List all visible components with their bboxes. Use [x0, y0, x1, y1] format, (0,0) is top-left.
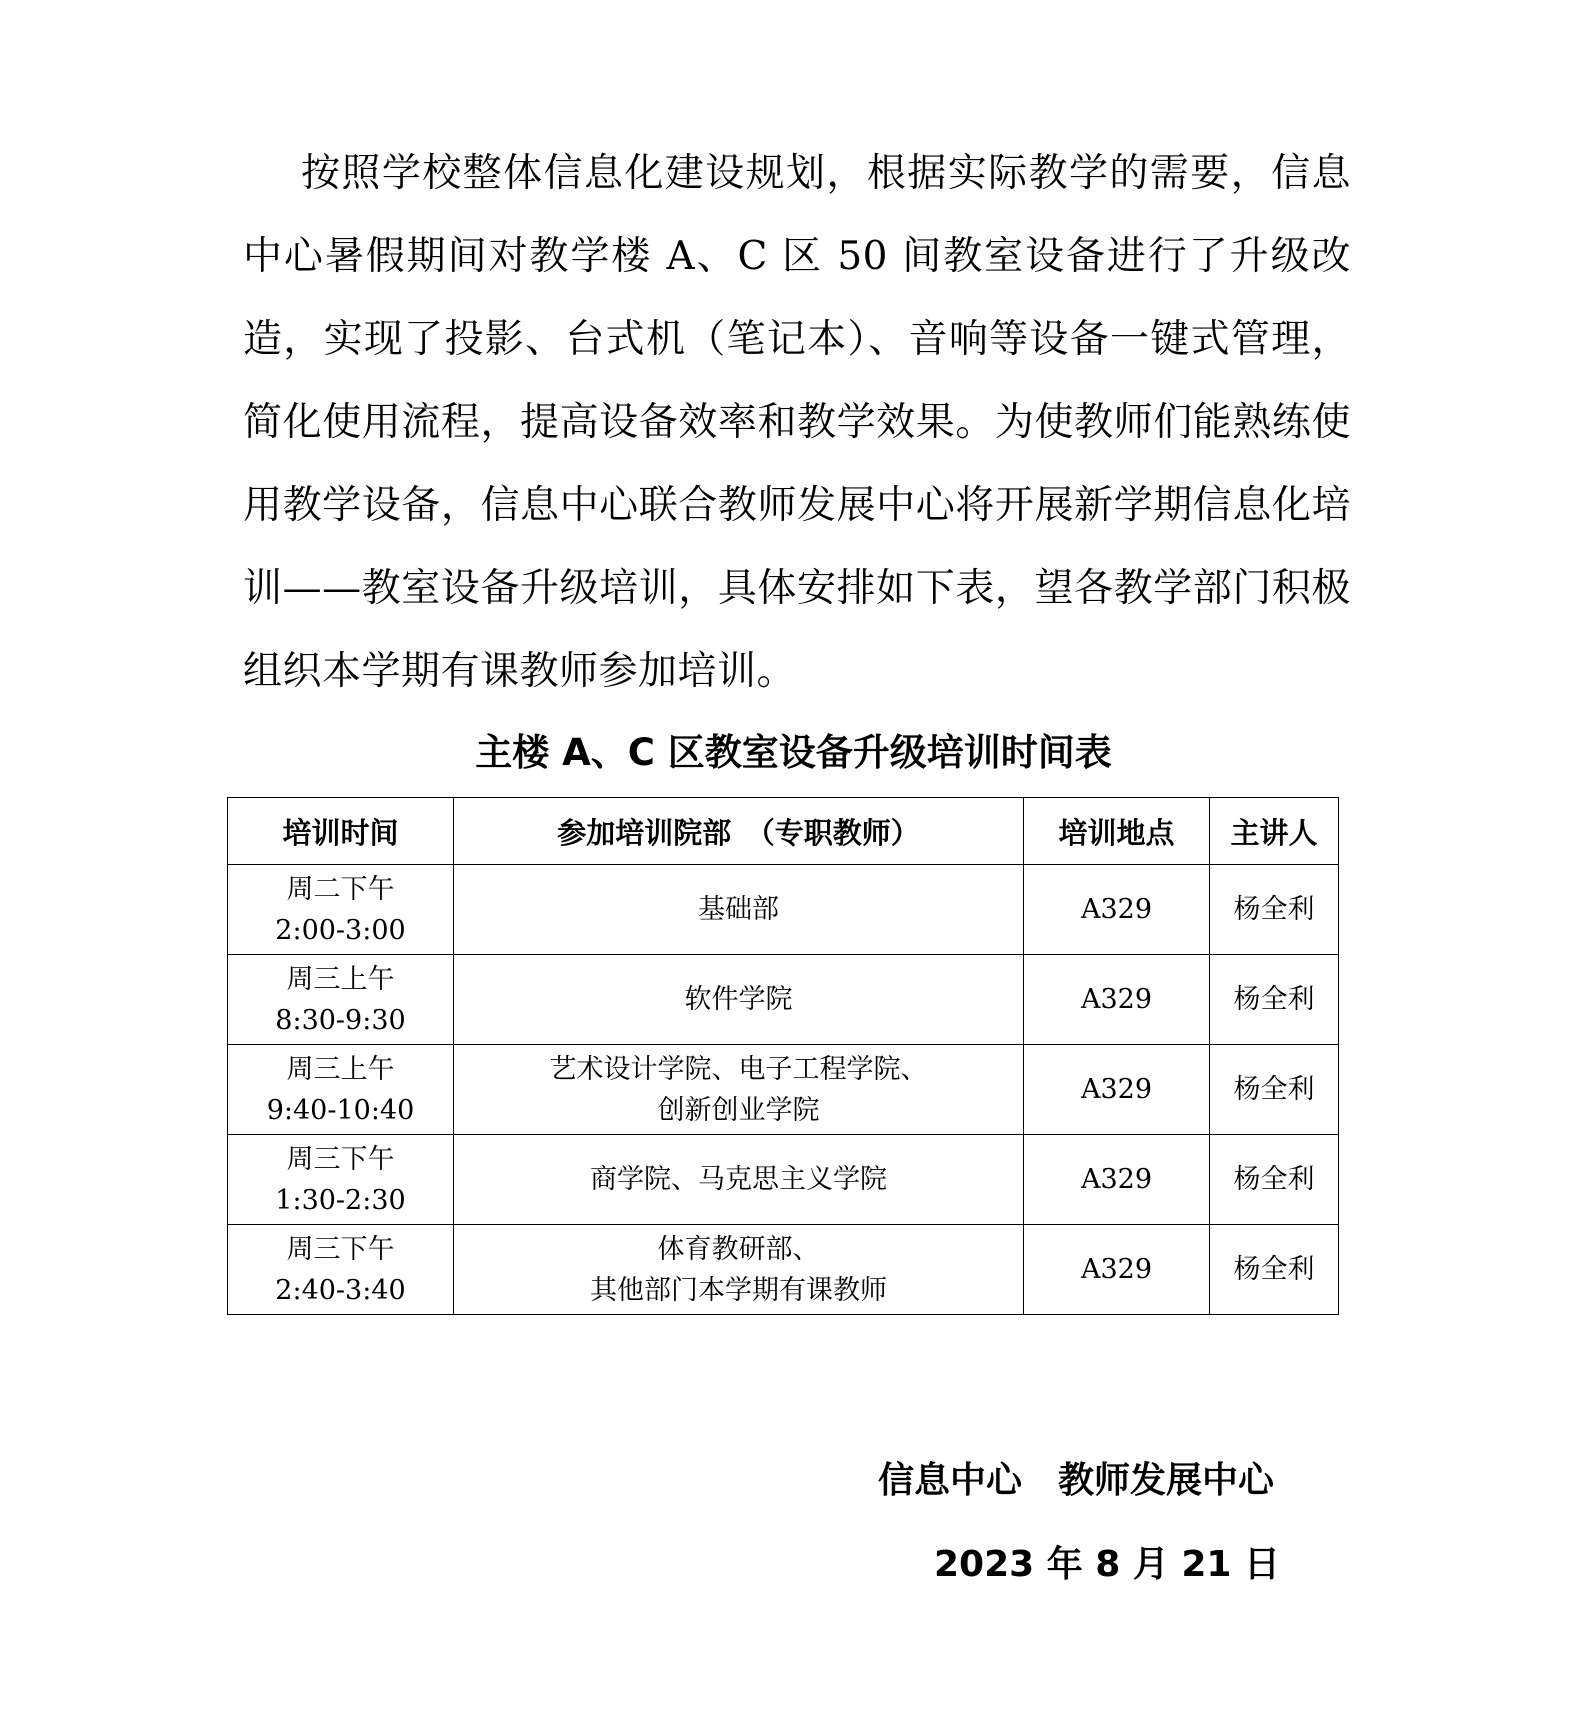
cell-departments	[454, 1045, 1024, 1135]
table-title: 主楼 A、C 区教室设备升级培训时间表	[475, 731, 1112, 774]
department-line: 软件学院	[684, 984, 793, 1015]
header-participating-departments: 参加培训院部 （专职教师）	[454, 798, 1024, 865]
training-schedule-table	[227, 797, 1339, 1315]
header-training-time: 培训时间	[228, 798, 454, 865]
cell-location: A329	[1024, 865, 1210, 955]
time-day: 周二下午	[286, 873, 395, 905]
cell-location: A329	[1024, 1225, 1210, 1315]
cell-speaker: 杨全利	[1210, 1045, 1339, 1135]
signature: 信息中心 教师发展中心	[878, 1460, 1275, 1501]
table-row	[228, 865, 1339, 955]
cell-speaker: 杨全利	[1210, 1225, 1339, 1315]
cell-training-time	[228, 1045, 454, 1135]
department-line: 其他部门本学期有课教师	[590, 1274, 887, 1306]
header-speaker: 主讲人	[1210, 798, 1339, 865]
department-line: 基础部	[698, 894, 779, 925]
cell-departments	[454, 955, 1024, 1045]
time-range: 2:00-3:00	[275, 914, 406, 946]
cell-departments	[454, 865, 1024, 955]
department-line: 商学院、马克思主义学院	[590, 1164, 887, 1195]
table-row	[228, 955, 1339, 1045]
body-paragraph: 按照学校整体信息化建设规划，根据实际教学的需要，信息中心暑假期间对教学楼 A、C 区 50 间教室设备进行了升级改造，实现了投影、台式机（笔记本）、音响等设备一键式管理，简化使用流程，提高设备效率和教学效果。为使教师们能熟练使用教学设备，信息中心联合教师发展中心将开展新学期信息化培训——教室设备升级培训，具体安排如下表，望各教学部门积极组织本学期有课教师参加培训。	[243, 151, 1351, 694]
cell-training-time	[228, 1225, 454, 1315]
table-header-row	[228, 798, 1339, 865]
cell-training-time	[228, 1135, 454, 1225]
time-range: 9:40-10:40	[266, 1094, 415, 1126]
cell-speaker: 杨全利	[1210, 865, 1339, 955]
table-row	[228, 1045, 1339, 1135]
time-range: 8:30-9:30	[275, 1004, 406, 1036]
cell-location: A329	[1024, 1135, 1210, 1225]
department-line: 艺术设计学院、电子工程学院、	[549, 1053, 928, 1085]
cell-departments	[454, 1225, 1024, 1315]
time-day: 周三上午	[286, 963, 395, 995]
cell-location: A329	[1024, 955, 1210, 1045]
department-line: 体育教研部、	[657, 1233, 820, 1265]
header-training-location: 培训地点	[1024, 798, 1210, 865]
cell-speaker: 杨全利	[1210, 1135, 1339, 1225]
time-day: 周三上午	[286, 1053, 395, 1085]
cell-location: A329	[1024, 1045, 1210, 1135]
table-row	[228, 1135, 1339, 1225]
time-day: 周三下午	[286, 1233, 395, 1265]
time-range: 2:40-3:40	[275, 1274, 406, 1306]
time-range: 1:30-2:30	[275, 1184, 406, 1216]
table-row	[228, 1225, 1339, 1315]
cell-speaker: 杨全利	[1210, 955, 1339, 1045]
cell-training-time	[228, 865, 454, 955]
cell-departments	[454, 1135, 1024, 1225]
cell-training-time	[228, 955, 454, 1045]
time-day: 周三下午	[286, 1143, 395, 1175]
document-date: 2023 年 8 月 21 日	[934, 1544, 1281, 1585]
department-line: 创新创业学院	[657, 1094, 820, 1126]
